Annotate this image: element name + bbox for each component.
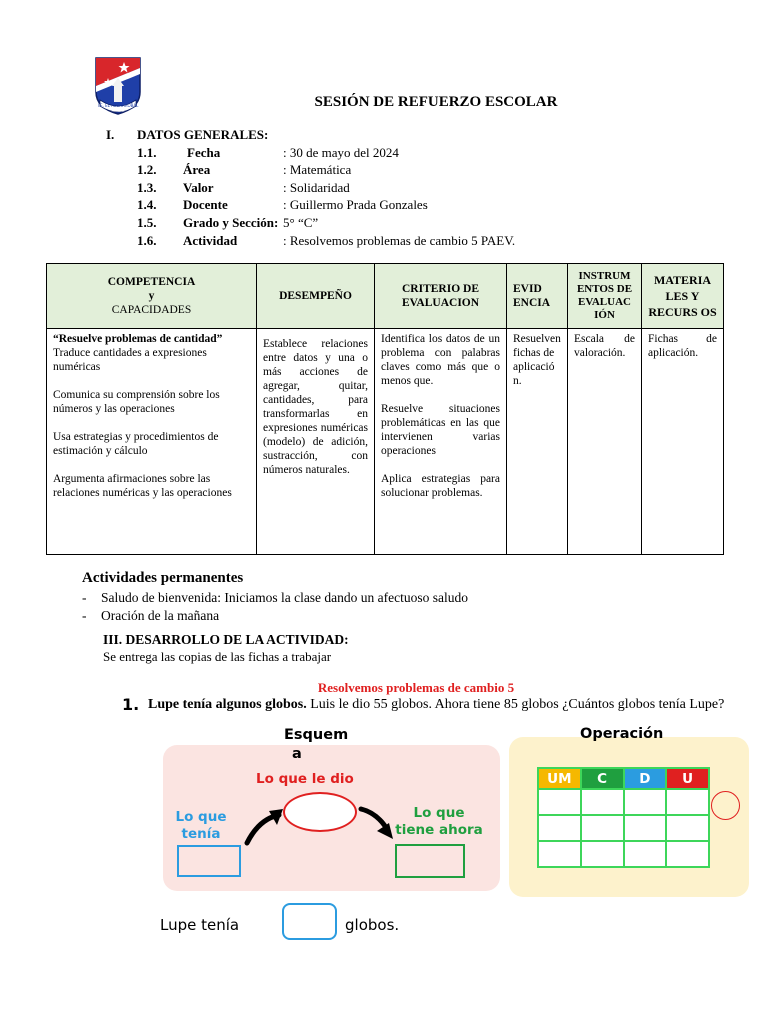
input-lo-que-tenia[interactable]	[177, 845, 241, 877]
grid-row	[538, 841, 709, 867]
grid-cell[interactable]	[624, 815, 667, 841]
table-row	[47, 329, 724, 555]
desarrollo-text: Se entrega las copias de las fichas a trabajar	[103, 649, 332, 664]
cell-instrumento: Escala de valoración.	[568, 329, 642, 555]
item-value: 5° “C”	[283, 215, 319, 230]
item-number: 1.1.	[137, 145, 157, 160]
grid-row	[538, 789, 709, 815]
capacidad-item: Usa estrategias y procedimientos de estimación y cálculo	[53, 431, 219, 457]
answer-text-before: Lupe tenía	[160, 916, 240, 934]
grid-cell[interactable]	[538, 841, 581, 867]
header-instrumentos: INSTRUM ENTOS DE EVALUAC IÓN	[568, 264, 642, 329]
capacidad-item: Argumenta afirmaciones sobre las relaciones numéricas y las operaciones	[53, 473, 232, 499]
esquema-title-line1: Esquem	[284, 727, 349, 743]
grid-column-header: UM	[538, 768, 581, 789]
item-number: 1.2.	[137, 162, 157, 177]
cell-materiales: Fichas de aplicación.	[642, 329, 724, 555]
label-lo-que-le-dio: Lo que le dio	[256, 771, 354, 787]
table-header-row	[47, 264, 724, 329]
grid-cell[interactable]	[581, 815, 624, 841]
list-item-text: Oración de la mañana	[101, 608, 220, 623]
grid-cell[interactable]	[624, 789, 667, 815]
input-lo-que-le-dio[interactable]	[283, 792, 357, 832]
input-lo-que-tiene-ahora[interactable]	[395, 844, 465, 878]
logo-text: I.E. EL ALGARROBAL	[97, 103, 139, 108]
grid-column-header: D	[624, 768, 667, 789]
operacion-title: Operación	[580, 726, 664, 742]
item-value: : Resolvemos problemas de cambio 5 PAEV.	[283, 233, 516, 248]
datos-generales-heading	[106, 127, 269, 143]
document-title: SESIÓN DE REFUERZO ESCOLAR	[314, 94, 558, 110]
grid-row	[538, 815, 709, 841]
competencia-title: “Resuelve problemas de cantidad”	[53, 333, 223, 345]
problem-statement	[148, 695, 732, 715]
header-materiales: MATERIA LES Y RECURS OS	[642, 264, 724, 329]
item-value: : 30 de mayo del 2024	[283, 145, 399, 160]
header-desempeno: DESEMPEÑO	[257, 264, 375, 329]
evaluation-table	[46, 263, 724, 555]
section-number: I.	[106, 127, 115, 142]
grid-cell[interactable]	[538, 815, 581, 841]
label-lo-que-tenia-line2: tenía	[181, 826, 221, 842]
grid-column-header: U	[666, 768, 709, 789]
grid-cell[interactable]	[538, 789, 581, 815]
list-item-text: Saludo de bienvenida: Iniciamos la clase dando un afectuoso saludo	[101, 590, 469, 605]
logo-subtext: HUAURA	[111, 109, 125, 113]
criterio-item: Resuelve situaciones problemáticas en las que intervienen varias operaciones	[381, 403, 500, 457]
answer-input[interactable]	[282, 903, 337, 940]
header-criterio: CRITERIO DE EVALUACION	[375, 264, 507, 329]
cell-criterio	[375, 329, 507, 555]
item-value: : Matemática	[283, 162, 352, 177]
item-key: Actividad	[183, 233, 238, 248]
desarrollo-title: III. DESARROLLO DE LA ACTIVIDAD:	[103, 632, 349, 647]
problem-title: Resolvemos problemas de cambio 5	[317, 680, 515, 695]
item-key: Valor	[183, 180, 214, 195]
item-number: 1.4.	[137, 197, 157, 212]
cell-competencia	[47, 329, 257, 555]
operacion-grid	[537, 767, 710, 868]
problem-bold-text: Lupe tenía algunos globos.	[148, 697, 307, 712]
grid-cell[interactable]	[624, 841, 667, 867]
item-number: 1.6.	[137, 233, 157, 248]
item-number: 1.5.	[137, 215, 157, 230]
problem-number: 1.	[122, 695, 140, 714]
arrow-right-down-icon	[361, 809, 387, 829]
header-evidencia: EVID ENCIA	[507, 264, 568, 329]
item-key: Área	[183, 162, 211, 177]
item-key: Grado y Sección:	[183, 215, 279, 230]
label-lo-que-tiene-line1: Lo que	[413, 805, 465, 821]
grid-column-header: C	[581, 768, 624, 789]
esquema-title-line2: a	[292, 746, 302, 762]
grid-cell[interactable]	[666, 815, 709, 841]
grid-cell[interactable]	[666, 789, 709, 815]
problem-text: Luis le dio 55 globos. Ahora tiene 85 globos ¿Cuántos globos tenía Lupe?	[306, 697, 725, 712]
header-competencia	[47, 264, 257, 329]
label-lo-que-tiene-line2: tiene ahora	[395, 822, 483, 838]
capacidad-item: Comunica su comprensión sobre los números y las operaciones	[53, 389, 220, 415]
item-value: : Guillermo Prada Gonzales	[283, 197, 428, 212]
item-key: Docente	[183, 197, 228, 212]
cell-desempeno: Establece relaciones entre datos y una o más acciones de agregar, quitar, cantidades, para transformarlas en expresiones numéricas (modelo) de adición, sustracción, con números naturales.	[257, 329, 375, 555]
carry-circle[interactable]	[711, 791, 740, 820]
answer-text-after: globos.	[345, 916, 400, 934]
cell-evidencia: Resuelven fichas de aplicación.	[507, 329, 568, 555]
header-competencia-line3: CAPACIDADES	[111, 304, 192, 316]
item-key: Fecha	[187, 145, 221, 160]
grid-cell[interactable]	[581, 789, 624, 815]
capacidad-item: Traduce cantidades a expresiones numéricas	[53, 347, 207, 373]
criterio-item: Aplica estrategias para solucionar problemas.	[381, 473, 500, 499]
operacion-grid-header	[538, 768, 709, 789]
item-value: : Solidaridad	[283, 180, 350, 195]
item-number: 1.3.	[137, 180, 157, 195]
criterio-item: Identifica los datos de un problema con palabras claves como más que o menos que.	[381, 333, 500, 387]
grid-cell[interactable]	[581, 841, 624, 867]
actividades-permanentes-title: Actividades permanentes	[82, 570, 244, 586]
grid-cell[interactable]	[666, 841, 709, 867]
header-competencia-line2: y	[148, 290, 155, 302]
section-title: DATOS GENERALES:	[137, 127, 269, 142]
header-competencia-line1: COMPETENCIA	[107, 276, 196, 288]
label-lo-que-tenia-line1: Lo que	[175, 809, 227, 825]
